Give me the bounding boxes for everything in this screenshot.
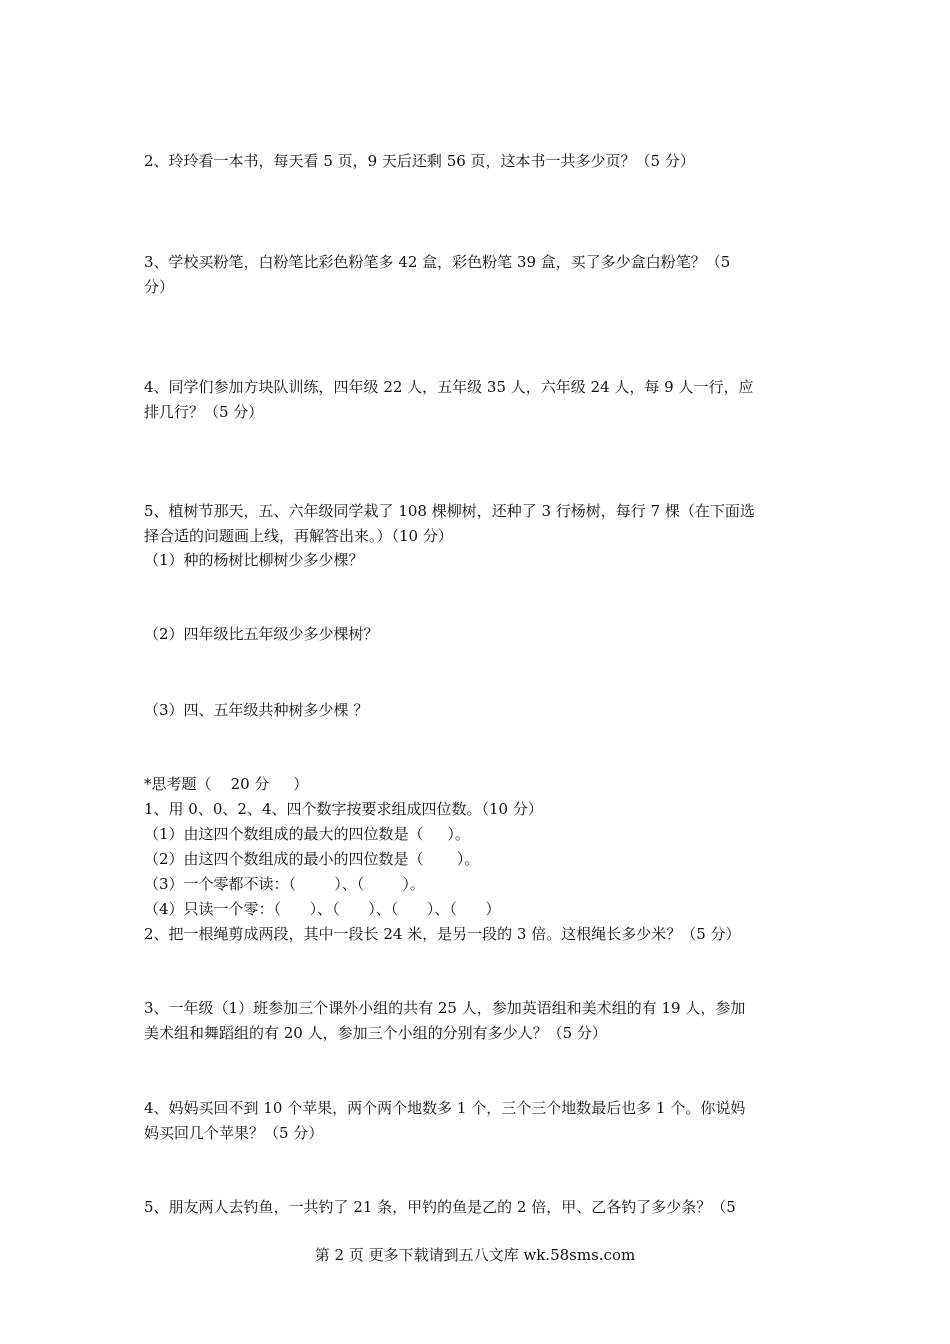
thinking-section-header: *思考题（ 20 分 ）	[144, 775, 309, 793]
thinking-question-4-line-1: 4、妈妈买回不到 10 个苹果，两个两个地数多 1 个，三个三个地数最后也多 1 个。你说妈	[144, 1099, 746, 1117]
question-4-line-1: 4、同学们参加方块队训练，四年级 22 人，五年级 35 人，六年级 24 人，每 9 人一行，应	[144, 378, 754, 396]
question-3-line-1: 3、学校买粉笔，白粉笔比彩色粉笔多 42 盒，彩色粉笔 39 盒，买了多少盒白粉笔？（5	[144, 253, 731, 271]
thinking-question-1-sub-2: （2）由这四个数组成的最小的四位数是（ ）。	[144, 850, 480, 868]
question-5-sub-3: （3）四、五年级共种树多少棵 ？	[144, 701, 369, 719]
thinking-question-1: 1、用 0、0、2、4、四个数字按要求组成四位数。（10 分）	[144, 800, 543, 818]
thinking-question-1-sub-3: （3）一个零都不读：（ ）、（ ）。	[144, 875, 425, 893]
question-4-line-2: 排几行？（5 分）	[144, 403, 264, 421]
page-footer: 第 2 页 更多下载请到五八文库 wk.58sms.com	[314, 1246, 636, 1264]
question-5-sub-1: （1）种的杨树比柳树少多少棵？	[144, 551, 364, 569]
question-5-sub-2: （2）四年级比五年级少多少棵树？	[144, 625, 379, 643]
thinking-question-3-line-1: 3、一年级（1）班参加三个课外小组的共有 25 人，参加英语组和美术组的有 19 人，参加	[144, 999, 746, 1017]
thinking-question-1-sub-1: （1）由这四个数组成的最大的四位数是（ ）。	[144, 825, 470, 843]
thinking-question-3-line-2: 美术组和舞蹈组的有 20 人，参加三个小组的分别有多少人？（5 分）	[144, 1024, 607, 1042]
thinking-question-5-line-1: 5、朋友两人去钓鱼，一共钓了 21 条，甲钓的鱼是乙的 2 倍，甲、乙各钓了多少条？（5	[144, 1198, 736, 1216]
question-2: 2、玲玲看一本书，每天看 5 页，9 天后还剩 56 页，这本书一共多少页？（5 分）	[144, 152, 695, 170]
question-5-line-2: 择合适的问题画上线，再解答出来。）（10 分）	[144, 527, 453, 545]
question-3-line-2: 分）	[144, 278, 175, 296]
thinking-question-2: 2、把一根绳剪成两段，其中一段长 24 米，是另一段的 3 倍。这根绳长多少米？（5 分）	[144, 925, 741, 943]
thinking-question-4-line-2: 妈买回几个苹果？（5 分）	[144, 1124, 324, 1142]
thinking-question-1-sub-4: （4）只读一个零：（ ）、（ ）、（ ）、（ ）	[144, 900, 501, 918]
question-5-line-1: 5、植树节那天，五、六年级同学栽了 108 棵柳树，还种了 3 行杨树，每行 7 棵（在下面选	[144, 502, 755, 520]
